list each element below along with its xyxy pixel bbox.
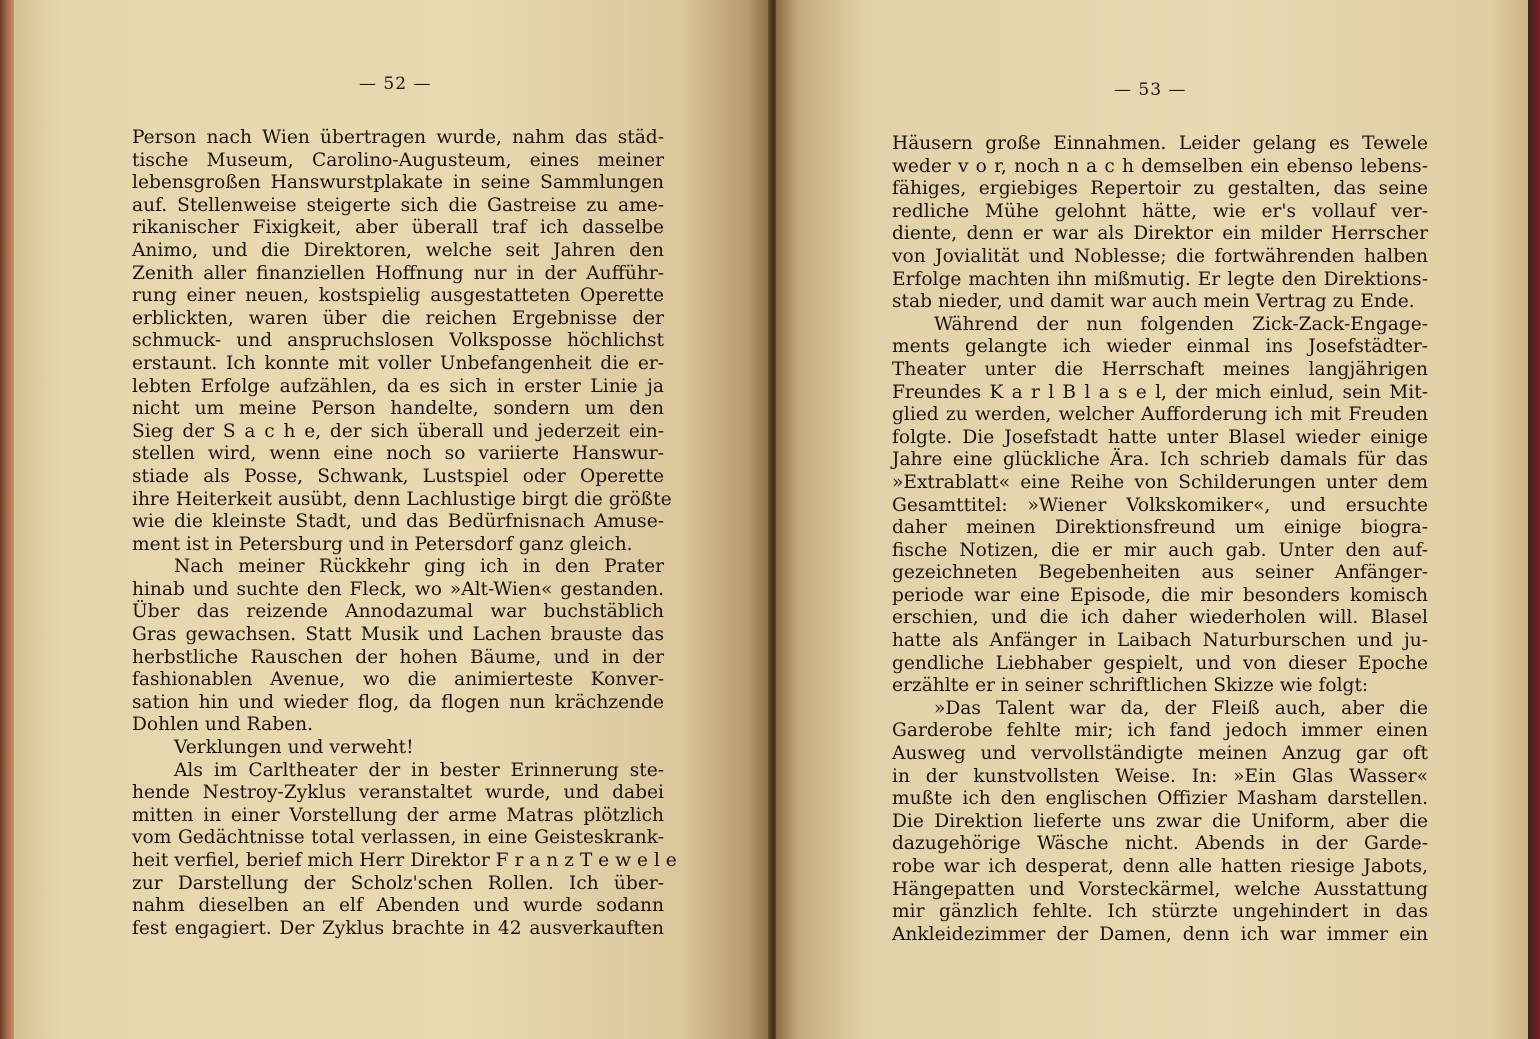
text-line: folgte. Die Josefstadt hatte unter Blasel wieder einige [892,426,1428,448]
text-line: Ausweg und vervollständigte meinen Anzug gar oft [892,743,1428,765]
text-line: mir gänzlich fehlte. Ich stürzte ungehindert in das [892,901,1428,923]
text-line: daher meinen Direktionsfreund um einige biogra- [892,517,1428,539]
text-line: sation hin und wieder flog, da flogen nun krächzende [132,691,664,713]
text-line: tische Museum, Carolino-Augusteum, eines meiner [132,149,664,171]
text-line: Dohlen und Raben. [132,714,313,736]
text-line: Häusern große Einnahmen. Leider gelang es Tewele [892,133,1428,154]
text-line: Verklungen und verweht! [174,737,414,759]
text-line: glied zu werden, welcher Aufforderung ich mit Freuden [892,404,1428,426]
text-line: stiade als Posse, Schwank, Lustspiel oder Operette [132,465,664,487]
text-line: erzählte er in seiner schriftlichen Skizze wie folgt: [892,675,1369,697]
text-line: ihre Heiterkeit ausübt, denn Lachlustige birgt die größte [132,488,672,510]
text-line: erschien, und die ich daher wiederholen will. Blasel [892,607,1428,629]
text-line: »Das Talent war da, der Fleiß auch, aber die [934,697,1428,719]
text-line: erstaunt. Ich konnte mit voller Unbefangenheit die er- [132,352,664,374]
text-line: lebten Erfolge aufzählen, da es sich in erster Linie ja [132,375,664,397]
text-line: periode war eine Episode, die mir besonders komisch [892,584,1428,606]
text-line: Gras gewachsen. Statt Musik und Lachen brauste das [132,624,664,646]
text-line: weder v o r, noch n a c h demselben ein ebenso lebens- [892,155,1428,177]
text-line: auf. Stellenweise steigerte sich die Gastreise zu ame- [132,194,664,216]
text-line: gezeichneten Begebenheiten aus seiner Anfänger- [892,562,1428,584]
text-line: Theater unter die Herrschaft meines langjährigen [892,358,1428,380]
text-line: fashionablen Avenue, wo die animierteste Konver- [132,669,664,691]
text-line: fähiges, ergiebiges Repertoir zu gestalten, das seine [892,178,1428,200]
text-line: erblickten, waren über die reichen Ergebnisse der [132,307,664,329]
text-line: lebensgroßen Hanswurstplakate in seine Sammlungen [132,172,664,194]
right-page [776,0,1528,1039]
text-line: hende Nestroy-Zyklus veranstaltet wurde, und dabei [132,782,664,804]
text-line: fest engagiert. Der Zyklus brachte in 42 ausverkauften [132,917,664,939]
text-line: Jahre eine glückliche Ära. Ich schrieb damals für das [892,449,1428,471]
text-line: Sieg der S a c h e, der sich überall und jederzeit ein- [132,420,664,442]
text-line: hinab und suchte den Fleck, wo »Alt-Wien« gestanden. [132,578,664,600]
book-cover-edge-right [1528,0,1540,1039]
text-line: mußte ich den englischen Offizier Masham darstellen. [892,788,1428,810]
text-line: Über das reizende Annodazumal war buchstäblich [132,601,664,623]
text-line: zur Darstellung der Scholz'schen Rollen. Ich über- [132,872,664,894]
page-text [892,133,1428,946]
text-line: Die Direktion lieferte uns zwar die Uniform, aber die [892,810,1428,832]
text-line: Während der nun folgenden Zick-Zack-Engage- [934,313,1428,335]
text-line: Gesamttitel: »Wiener Volkskomiker«, und ersuchte [892,494,1428,516]
text-line: vom Gedächtnisse total verlassen, in eine Geisteskrank- [132,827,664,849]
text-line: Person nach Wien übertragen wurde, nahm das städ- [132,127,664,148]
text-line: robe war ich desperat, denn alle hatten riesige Jabots, [892,856,1428,877]
text-line: redliche Mühe gelohnt hätte, wie er's vollauf ver- [892,200,1428,222]
text-line: diente, denn er war als Direktor ein milder Herrscher [892,223,1428,245]
page-number: — 52 — [359,74,432,94]
text-line: rikanischer Fixigkeit, aber überall traf ich dasselbe [132,217,664,239]
page-number: — 53 — [1114,80,1187,100]
text-line: Garderobe fehlte mir; ich fand jedoch immer einen [892,720,1428,742]
text-line: Ankleidezimmer der Damen, denn ich war immer ein [892,923,1428,945]
text-line: stellen wird, wenn eine noch so variierte Hanswur- [132,443,664,465]
text-line: Hängepatten und Vorsteckärmel, welche Ausstattung [892,878,1428,900]
text-line: Freundes K a r l B l a s e l, der mich einlud, sein Mit- [892,381,1428,403]
text-line: von Jovialität und Noblesse; die fortwährenden halben [892,245,1428,267]
text-line: nahm dieselben an elf Abenden und wurde sodann [132,895,664,917]
book-cover-edge-left [0,0,14,1039]
text-line: Als im Carltheater der in bester Erinnerung ste- [174,759,664,781]
text-line: wie die kleinste Stadt, und das Bedürfnisnach Amuse- [132,511,664,533]
text-line: »Extrablatt« eine Reihe von Schilderungen unter dem [892,471,1428,493]
text-line: dazugehörige Wäsche nicht. Abends in der Garde- [892,833,1428,855]
text-line: Nach meiner Rückkehr ging ich in den Prater [174,556,664,578]
text-line: gendliche Liebhaber gespielt, und von dieser Epoche [892,652,1428,674]
text-line: mitten in einer Vorstellung der arme Matras plötzlich [132,804,664,826]
text-line: Zenith aller finanziellen Hoffnung nur in der Aufführ- [132,262,664,284]
text-line: heit verfiel, berief mich Herr Direktor F r a n z T e w e l e [132,850,677,871]
text-line: fische Notizen, die er mir auch gab. Unter den auf- [892,539,1428,561]
text-line: ments gelangte ich wieder einmal ins Josefstädter- [892,336,1428,358]
text-line: schmuck- und anspruchslosen Volksposse höchlichst [132,330,664,352]
text-line: Erfolge machten ihn mißmutig. Er legte den Direktions- [892,268,1428,290]
text-line: nicht um meine Person handelte, sondern um den [132,398,664,420]
text-line: in der kunstvollsten Weise. In: »Ein Glas Wasser« [892,765,1428,787]
page-text [132,127,677,940]
text-line: rung einer neuen, kostspielig ausgestatteten Operette [132,285,664,307]
left-page [14,0,770,1039]
text-line: hatte als Anfänger in Laibach Naturburschen und ju- [892,630,1428,652]
text-line: stab nieder, und damit war auch mein Vertrag zu Ende. [892,291,1415,313]
text-line: Animo, und die Direktoren, welche seit Jahren den [132,239,664,261]
text-line: herbstliche Rauschen der hohen Bäume, und in der [132,646,664,668]
text-line: ment ist in Petersburg und in Petersdorf ganz gleich. [132,533,633,555]
